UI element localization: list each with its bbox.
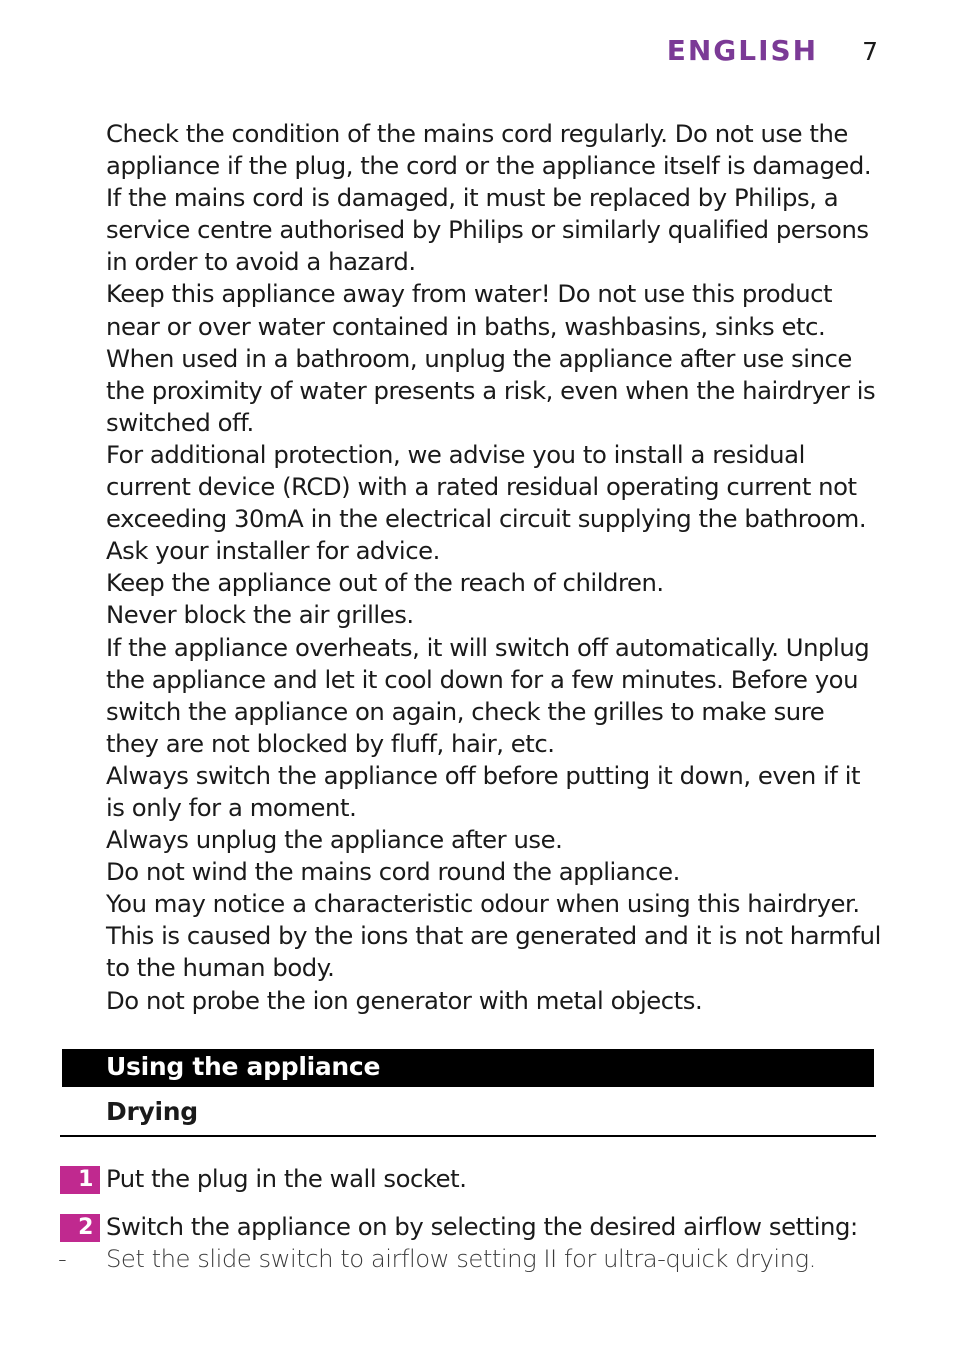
warning-paragraph: You may notice a characteristic odour when using this hairdryer. This is caused by the ions that are generated and it is not harmful to the human body.	[106, 889, 881, 983]
step-number-badge: 1	[60, 1166, 100, 1194]
safety-warnings	[106, 118, 881, 1017]
step-text: Switch the appliance on by selecting the desired airflow setting:	[106, 1212, 858, 1241]
language-label: ENGLISH	[666, 34, 819, 67]
warning-paragraph: Keep this appliance away from water! Do not use this product near or over water contained in baths, washbasins, sinks etc.	[106, 279, 833, 341]
warning-paragraph: If the appliance overheats, it will switch off automatically. Unplug the appliance and let it cool down for a few minutes. Before you switch the appliance on again, check the grilles to make sure they are not blocked by fluff, hair, etc.	[106, 632, 870, 758]
warning-paragraph: For additional protection, we advise you to install a residual current device (RCD) with a rated residual operating current not exceeding 30mA in the electrical circuit supplying the bathroom. Ask your installer for advice.	[106, 439, 867, 566]
subsection-title: Drying	[106, 1097, 198, 1126]
section-divider	[60, 1135, 876, 1137]
section-heading-bar	[62, 1049, 874, 1087]
page-number: 7	[862, 37, 878, 66]
warning-paragraph: If the mains cord is damaged, it must be replaced by Philips, a service centre authorised by Philips or similarly qualified persons in order to avoid a hazard.	[106, 183, 869, 277]
warning-paragraph: Keep the appliance out of the reach of children.	[106, 568, 664, 598]
sub-bullet-text: Set the slide switch to airflow setting II for ultra-quick drying.	[106, 1244, 816, 1273]
warning-paragraph: Always unplug the appliance after use.	[106, 825, 563, 855]
warning-paragraph: Do not probe the ion generator with metal objects.	[106, 985, 703, 1015]
warning-paragraph: Never block the air grilles.	[106, 600, 414, 630]
warning-paragraph: Do not wind the mains cord round the appliance.	[106, 857, 680, 887]
warning-paragraph: Always switch the appliance off before putting it down, even if it is only for a moment.	[106, 760, 861, 822]
step-number-badge: 2	[60, 1214, 100, 1242]
warning-paragraph: Check the condition of the mains cord regularly. Do not use the appliance if the plug, the cord or the appliance itself is damaged.	[106, 119, 872, 181]
page-header	[667, 34, 878, 67]
dash-marker: -	[58, 1244, 67, 1273]
section-title: Using the appliance	[106, 1052, 381, 1081]
step-text: Put the plug in the wall socket.	[106, 1164, 467, 1193]
warning-paragraph: When used in a bathroom, unplug the appliance after use since the proximity of water presents a risk, even when the hairdryer is switched off.	[106, 343, 876, 437]
